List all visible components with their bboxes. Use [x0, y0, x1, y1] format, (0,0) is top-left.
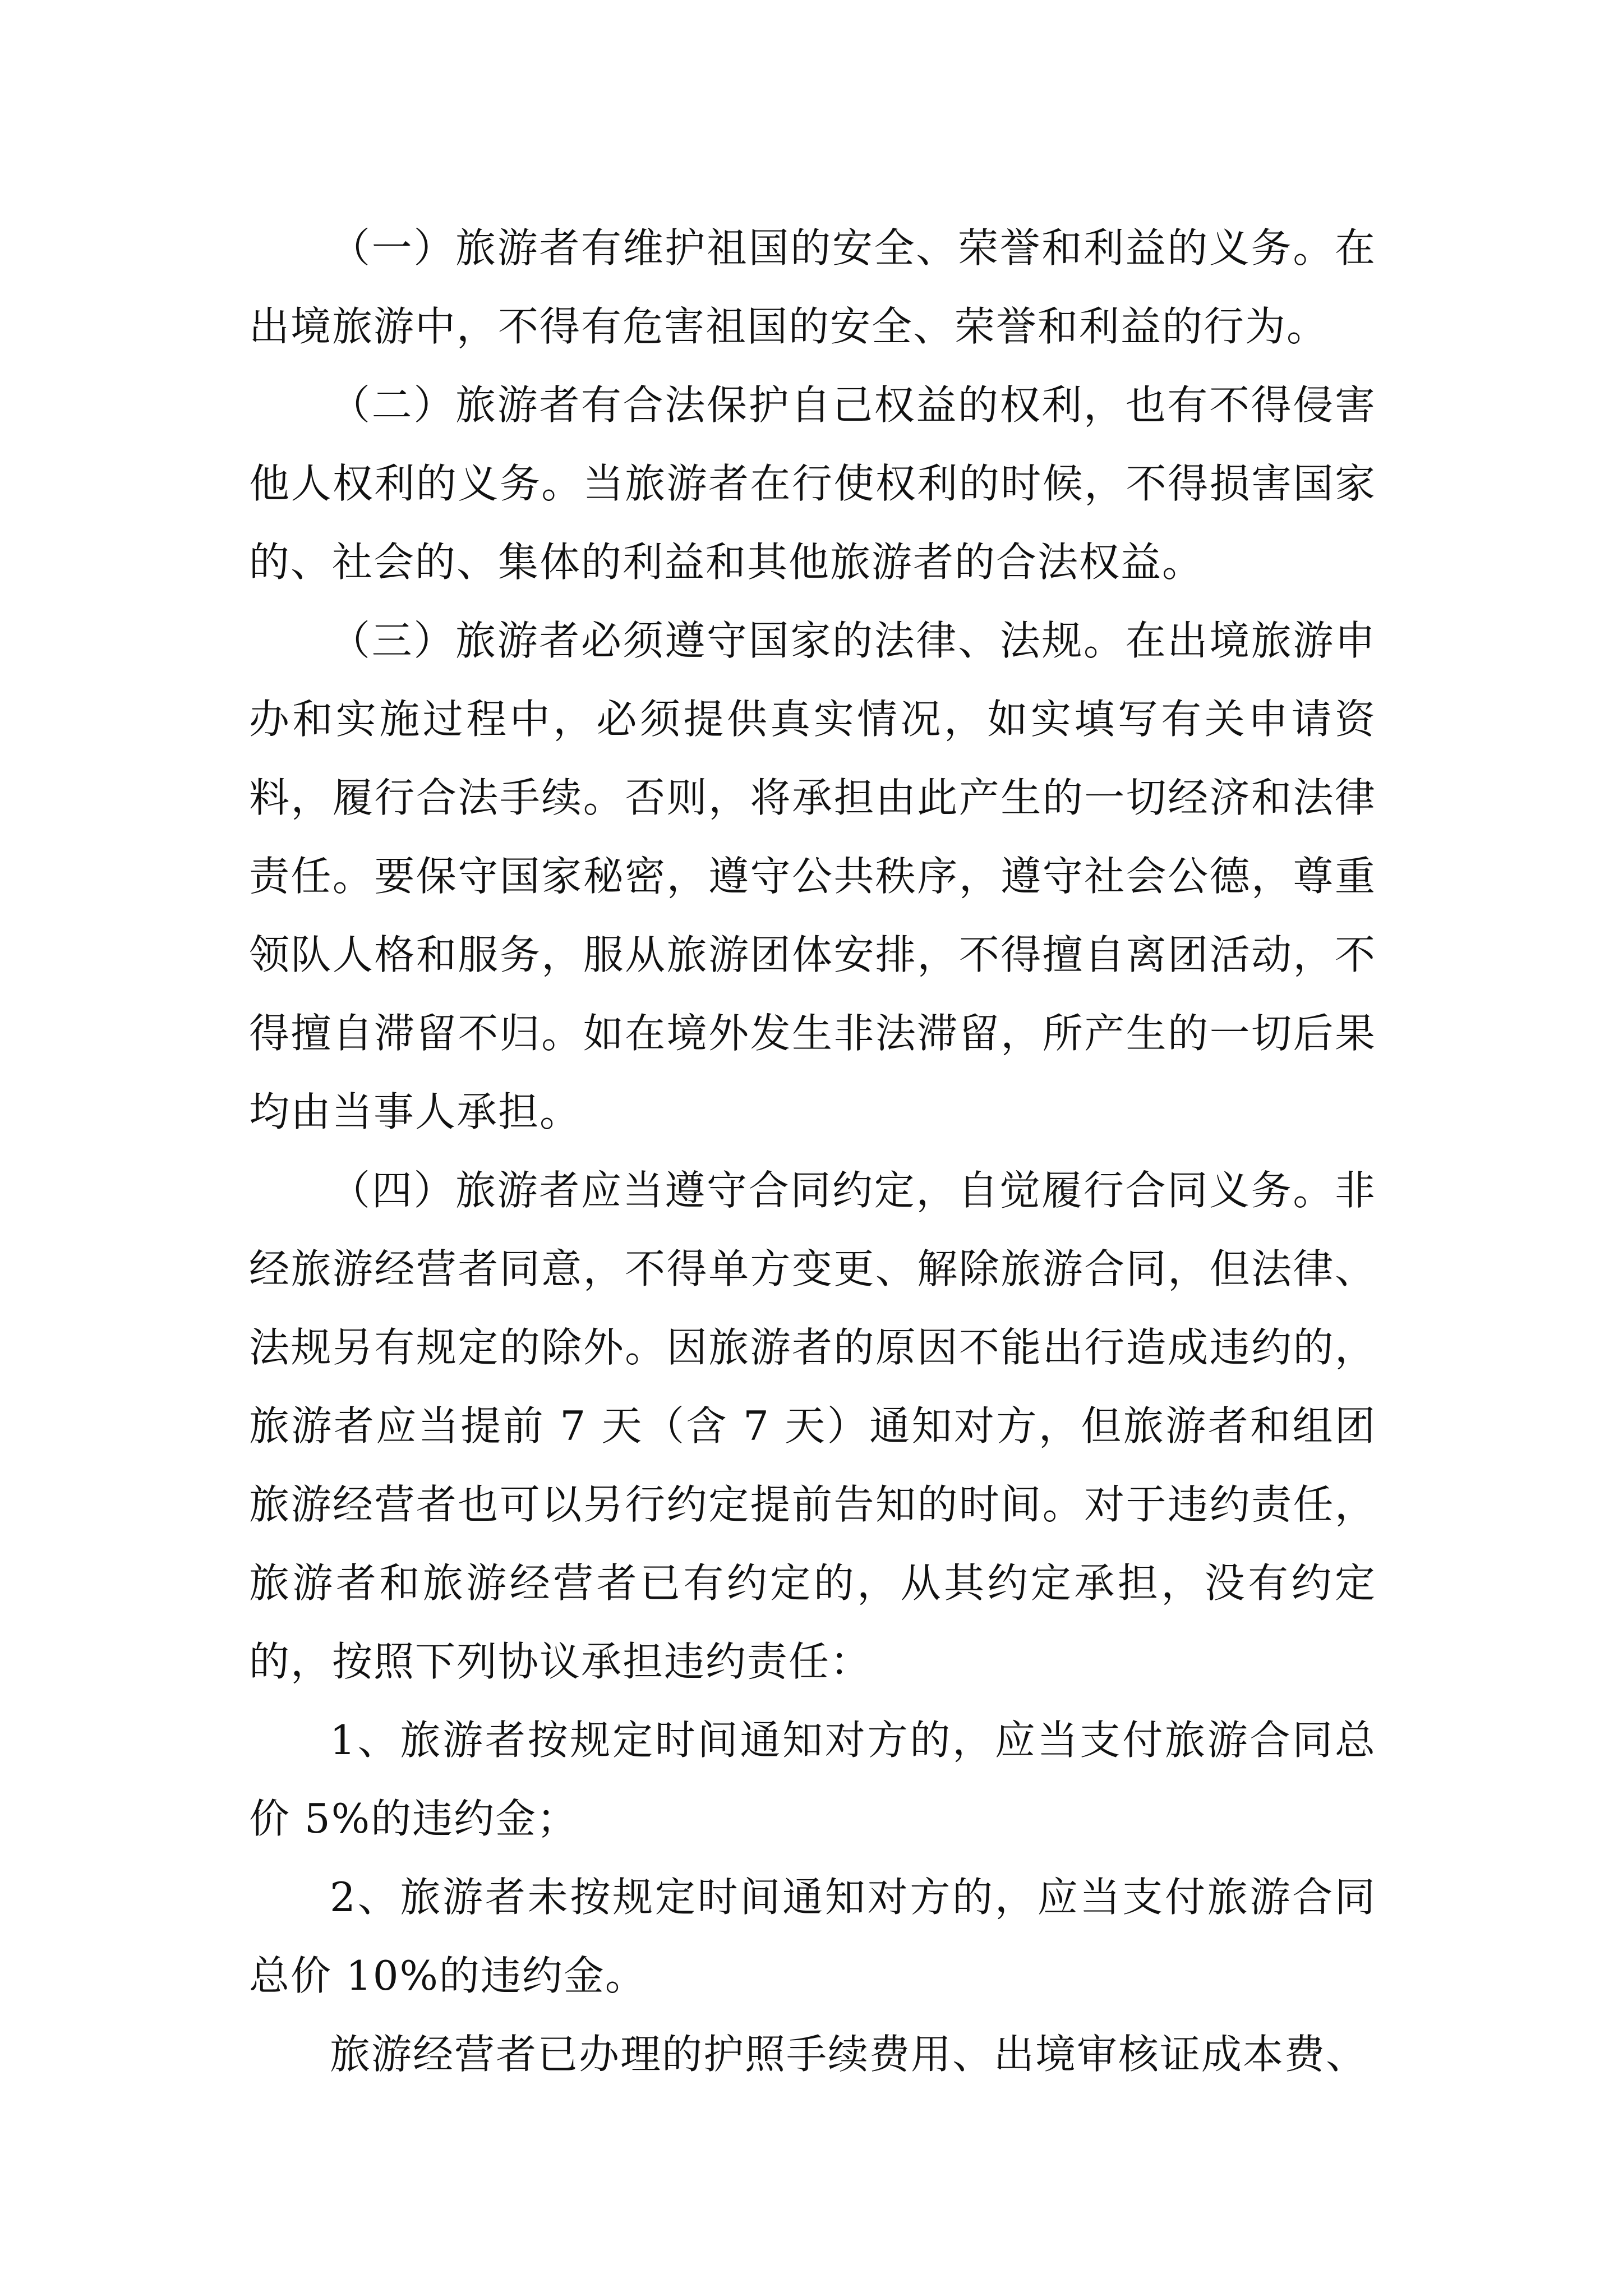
- paragraph-obligation-2: （二）旅游者有合法保护自己权益的权利，也有不得侵害他人权利的义务。当旅游者在行使权利的时候，不得损害国家的、社会的、集体的利益和其他旅游者的合法权益。: [249, 381, 1376, 586]
- paragraph-obligation-3: （三）旅游者必须遵守国家的法律、法规。在出境旅游申办和实施过程中，必须提供真实情况，如实填写有关申请资料，履行合法手续。否则，将承担由此产生的一切经济和法律责任。要保守国家秘密，遵守公共秩序，遵守社会公德，尊重领队人格和服务，服从旅游团体安排，不得擅自离团活动，不得擅自滞留不归。如在境外发生非法滞留，所产生的一切后果均由当事人承担。: [249, 617, 1376, 1135]
- paragraph-continuation: 旅游经营者已办理的护照手续费用、出境审核证成本费、: [330, 2031, 1368, 2078]
- paragraph-obligation-1: （一）旅游者有维护祖国的安全、荣誉和利益的义务。在出境旅游中，不得有危害祖国的安全、荣誉和利益的行为。: [249, 224, 1376, 350]
- paragraph-item-2: 2、旅游者未按规定时间通知对方的，应当支付旅游合同总价 10%的违约金。: [249, 1874, 1376, 1999]
- document-body: [249, 209, 1376, 2093]
- paragraph-obligation-4: （四）旅游者应当遵守合同约定，自觉履行合同义务。非经旅游经营者同意，不得单方变更、解除旅游合同，但法律、法规另有规定的除外。因旅游者的原因不能出行造成违约的，旅游者应当提前 7 天（含 7 天）通知对方，但旅游者和组团旅游经营者也可以另行约定提前告知的时间。对于违约责任，旅游者和旅游经营者已有约定的，从其约定承担，没有约定的，按照下列协议承担违约责任：: [249, 1167, 1376, 1685]
- paragraph-item-1: 1、旅游者按规定时间通知对方的，应当支付旅游合同总价 5%的违约金；: [249, 1717, 1376, 1842]
